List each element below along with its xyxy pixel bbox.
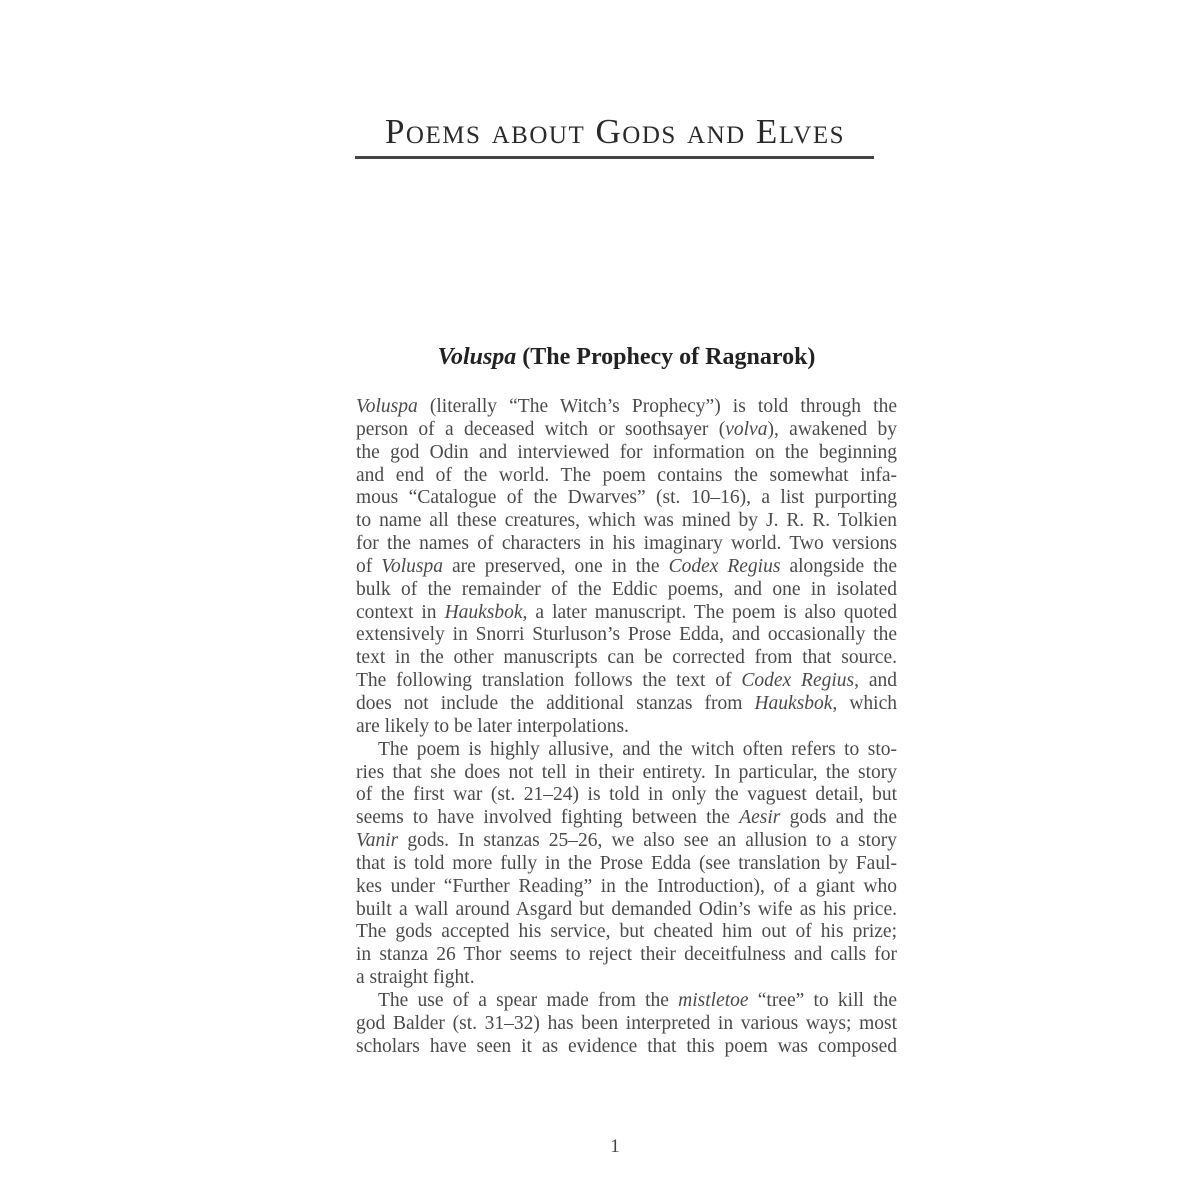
text-line [356, 1013, 897, 1036]
italic-text: Hauksbok [444, 601, 523, 623]
text-segment: in stanza 26 Thor seems to reject their deceitfulness and calls for [356, 944, 897, 966]
text-segment: a straight fight. [356, 967, 475, 989]
text-segment: gods. In stanzas 25–26, we also see an allusion to a story [398, 830, 897, 852]
text-line [356, 624, 897, 647]
text-segment: , which [832, 692, 898, 714]
body-text [356, 396, 897, 1058]
text-segment: , a later manuscript. The poem is also quoted [522, 601, 897, 623]
text-segment: text in the other manuscripts can be corrected from that source. [356, 647, 897, 669]
text-line [356, 1036, 897, 1059]
text-line [356, 419, 897, 442]
italic-text: Aesir [739, 807, 781, 829]
text-line [356, 579, 897, 602]
text-line [356, 762, 897, 785]
text-line [356, 602, 897, 625]
text-line [356, 899, 897, 922]
text-segment: that is told more fully in the Prose Edda (see translation by Faul- [356, 852, 897, 874]
text-segment: “tree” to kill the [748, 989, 897, 1011]
italic-text: Codex Regius [668, 555, 781, 577]
text-line [356, 396, 897, 419]
text-segment: to name all these creatures, which was mined by J. R. R. Tolkien [356, 510, 897, 532]
text-line [356, 693, 897, 716]
text-segment: for the names of characters in his imaginary world. Two versions [356, 533, 897, 555]
text-line [356, 830, 897, 853]
text-segment: bulk of the remainder of the Eddic poems, and one in isolated [356, 578, 897, 600]
text-segment: ), awakened by [767, 418, 897, 440]
text-segment: alongside the [780, 555, 897, 577]
text-segment: gods and the [780, 807, 897, 829]
text-line [356, 465, 897, 488]
section-heading [356, 344, 897, 371]
italic-text: mistletoe [678, 989, 749, 1011]
text-segment: ries that she does not tell in their entirety. In particular, the story [356, 761, 897, 783]
text-segment: scholars have seen it as evidence that this poem was composed [356, 1035, 897, 1057]
text-segment: context in [356, 601, 445, 623]
text-line [356, 990, 897, 1013]
italic-text: Hauksbok [754, 692, 833, 714]
text-segment: person of a deceased witch or soothsayer ( [356, 418, 726, 440]
text-segment: extensively in Snorri Sturluson’s Prose Edda, and occasionally the [356, 624, 897, 646]
text-line [356, 853, 897, 876]
italic-text: Vanir [356, 830, 399, 852]
chapter-title: Poems about Gods and Elves [384, 112, 846, 151]
text-line [356, 487, 897, 510]
text-line [356, 510, 897, 533]
section-title-rest: (The Prophecy of Ragnarok) [516, 344, 816, 370]
text-segment: The poem is highly allusive, and the witch often refers to sto- [378, 738, 897, 760]
italic-text: Voluspa [356, 396, 418, 417]
text-segment: of the first war (st. 21–24) is told in only the vaguest detail, but [356, 784, 897, 806]
text-line [356, 442, 897, 465]
text-line [356, 670, 897, 693]
text-segment: (literally “The Witch’s Prophecy”) is told through the [417, 396, 897, 417]
page-number: 1 [610, 1136, 620, 1157]
text-segment: does not include the additional stanzas from [356, 692, 755, 714]
text-segment: are likely to be later interpolations. [356, 715, 629, 737]
italic-text: Codex Regius [741, 670, 855, 692]
text-line [356, 944, 897, 967]
text-segment: seems to have involved fighting between the [356, 807, 740, 829]
text-line [356, 533, 897, 556]
text-segment: The gods accepted his service, but cheated him out of his prize; [356, 921, 897, 943]
text-segment: built a wall around Asgard but demanded Odin’s wife as his price. [356, 898, 897, 920]
italic-text: volva [725, 418, 768, 440]
italic-text: Voluspa [381, 555, 443, 577]
text-segment: the god Odin and interviewed for information on the beginning [356, 441, 897, 463]
section-title-italic: Voluspa [437, 344, 517, 370]
text-line [356, 807, 897, 830]
text-line [356, 967, 897, 990]
text-segment: The use of a spear made from the [378, 989, 679, 1011]
text-segment: god Balder (st. 31–32) has been interpreted in various ways; most [356, 1012, 897, 1034]
text-segment: The following translation follows the text of [356, 670, 742, 692]
text-line [356, 647, 897, 670]
text-segment: mous “Catalogue of the Dwarves” (st. 10–16), a list purporting [356, 487, 897, 509]
text-line [356, 739, 897, 762]
text-line [356, 784, 897, 807]
text-segment: and end of the world. The poem contains the somewhat infa- [356, 464, 897, 486]
text-segment: , and [854, 670, 898, 692]
text-line [356, 876, 897, 899]
text-segment: of [356, 555, 382, 577]
text-line [356, 716, 897, 739]
title-rule [355, 156, 874, 159]
text-line [356, 921, 897, 944]
text-line [356, 556, 897, 579]
text-segment: kes under “Further Reading” in the Introduction), of a giant who [356, 875, 897, 897]
text-segment: are preserved, one in the [443, 555, 669, 577]
